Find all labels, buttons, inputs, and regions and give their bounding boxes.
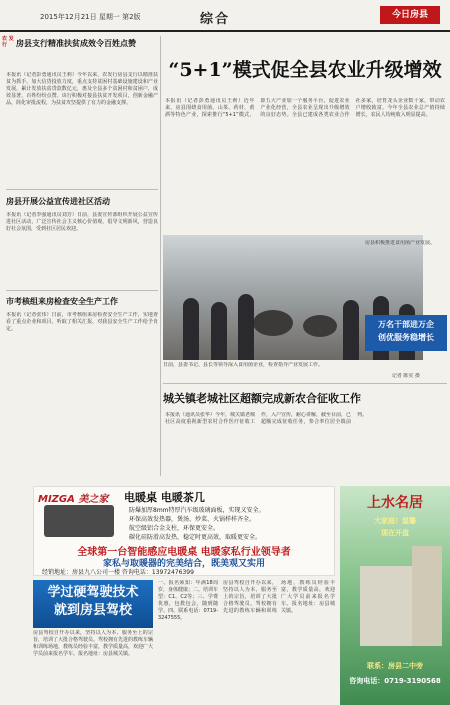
ad-slogan-2: 家私与取暖器的完美结合，既美观又实用 [102, 559, 265, 569]
article2-body: 本报讯（记者李强通讯员刘芳）日前，县委宣传部组织开展公益宣传进社区活动，广泛宣传社会主义核心价值观，倡导文明新风，营造良好社会氛围，受到社区居民欢迎。 [6, 212, 158, 232]
badge-line2: 创优服务稳增长 [378, 333, 434, 342]
ad-feature: 航空级铝合金支柱，环保更安全。 [129, 525, 220, 532]
ad-line2: 就到房县驾校 [53, 603, 132, 618]
ad-slogan: 全球第一台智能感应电暖桌 电暖家私行业领导者 [77, 547, 291, 558]
ad-line1: 学过硬驾驶技术 [47, 585, 139, 600]
product-image [44, 505, 114, 537]
driving-school-text-3: 房县驾校自开办以来，坚持以人为本、服务至上的宗旨，培训了大批合格驾驶员。驾校拥有先进的教练车辆和训练场地，教练员经验丰富，教学质量高，欢迎广大学员前来报名学车。报名地址：房县城关镇。 [223, 580, 335, 614]
header-rule [0, 30, 450, 32]
divider [6, 189, 158, 190]
person-figure [183, 298, 199, 360]
building-image [412, 546, 442, 646]
photo-caption: 日前，县委书记、县长等领导深入食用菌企业，检查指导产业发展工作。 [163, 362, 324, 368]
advert-real-estate [340, 486, 450, 705]
article1-body: 本报讯（记者彭勇通讯员王莉）今年以来，农发行房县支行以精准扶贫为抓手，加大信贷投放力度，重点支持贫困村基础设施建设和产业发展，累计发放扶贫贷款数亿元，惠及全县多个贫困村和贫困户，成效显著，百姓纷纷点赞。该行积极对接县扶贫开发项目，创新金融产品，简化审批流程，为扶贫攻坚提供了有力的金融支撑。 [6, 72, 158, 106]
column-divider [160, 36, 161, 476]
kicker-label: 农 发 行 [2, 36, 14, 48]
estate-line: 大家庭！温馨 [374, 517, 416, 525]
building-image [360, 566, 415, 646]
ad-feature: 防爆加厚8mm特厚汽车级玻璃面板，实现又安全。 [129, 507, 265, 514]
advert-driving-school [33, 580, 153, 628]
page-header [0, 0, 450, 30]
article2-title: 房县开展公益宣传进社区活动 [6, 196, 110, 206]
article1-title: 房县支行精准扶贫成效令百姓点赞 [16, 38, 136, 48]
brand-logo: MIZGA 美之家 [38, 494, 109, 505]
side-caption: 房县积极推进食用菌产业发展。 [365, 240, 436, 246]
divider [163, 383, 447, 384]
issue-date: 2015年12月21日 星期一 第2版 [40, 13, 141, 21]
advert-electric-table [33, 486, 335, 576]
equipment-shape [253, 310, 293, 336]
estate-line: 现在开盘 [381, 529, 409, 537]
campaign-badge [365, 315, 447, 351]
article4-title: 城关镇老城社区超额完成新农合征收工作 [163, 392, 361, 405]
driving-school-text: 房县驾校自开办以来，坚持以人为本、服务至上的宗旨，培训了大批合格驾驶员。驾校拥有先进的教练车辆和训练场地，教练员经验丰富，教学质量高，欢迎广大学员前来报名学车。报名地址：房县城关镇。 [33, 630, 153, 657]
lead-title: “5+1”模式促全县农业升级增效 [168, 59, 442, 81]
article3-body: 本报讯（记者张伟）日前，市考核组来房检查安全生产工作，实地查看了重点企业和项目，听取了相关汇报，对我县安全生产工作给予肯定。 [6, 312, 158, 332]
person-figure [211, 302, 227, 360]
article4-body: 本报讯（通讯员张华）今年，城关镇老城社区高度重视新型农村合作医疗征收工作，入户宣传，耐心讲解，截至目前，已超额完成征收任务，参合率位居全镇前列。 [165, 412, 368, 425]
article3-title: 市考核组来房检查安全生产工作 [6, 296, 118, 306]
photo-credit: 记者 陈实 摄 [391, 373, 420, 379]
person-figure [343, 300, 359, 360]
ad-headline: 电暖桌 电暖茶几 [124, 491, 205, 504]
ad-contact: 经销地址：房县九八公司一楼 咨询电话：13972476399 [42, 569, 194, 576]
badge-line1: 万名干部进万企 [378, 320, 434, 329]
estate-phone: 咨询电话：0719-3190568 [349, 677, 441, 685]
newspaper-logo: 今日房县 [380, 6, 440, 24]
divider [6, 290, 158, 291]
section-name: 综合 [200, 12, 231, 27]
person-figure [238, 294, 254, 360]
ad-feature: 碳化硅防滑高发热，稳定时更高效，取暖更安全。 [129, 534, 262, 541]
ad-feature: 环保高效发热器，煲汤、炒菜、火锅样样齐全。 [129, 516, 256, 523]
equipment-shape [303, 315, 337, 337]
lead-body: 本报讯（记者彭勇通讯员王莉）近年来，房县围绕食用菌、山茶、药材、黄酒等特色产业，探索推行“5+1”模式，即五大产业加一个服务平台，促进农业产业化经营，全县农业呈现出升级增效的良好态势。全县已建成各类农业合作社多家，培育龙头企业数十家，带动农户增收致富。今年全县农业总产值持续增长，农民人均纯收入明显提高。 [165, 98, 445, 118]
estate-line: 联系：房县二中旁 [367, 662, 423, 670]
estate-name: 上水名居 [367, 495, 423, 511]
driving-school-text-2: 一、报名须知：年满18周岁，身体健康；二、培训车型：C1、C2等；三、学费优惠，包教包会，随到随学。四、联系电话：0719-3247555。 [158, 580, 218, 621]
